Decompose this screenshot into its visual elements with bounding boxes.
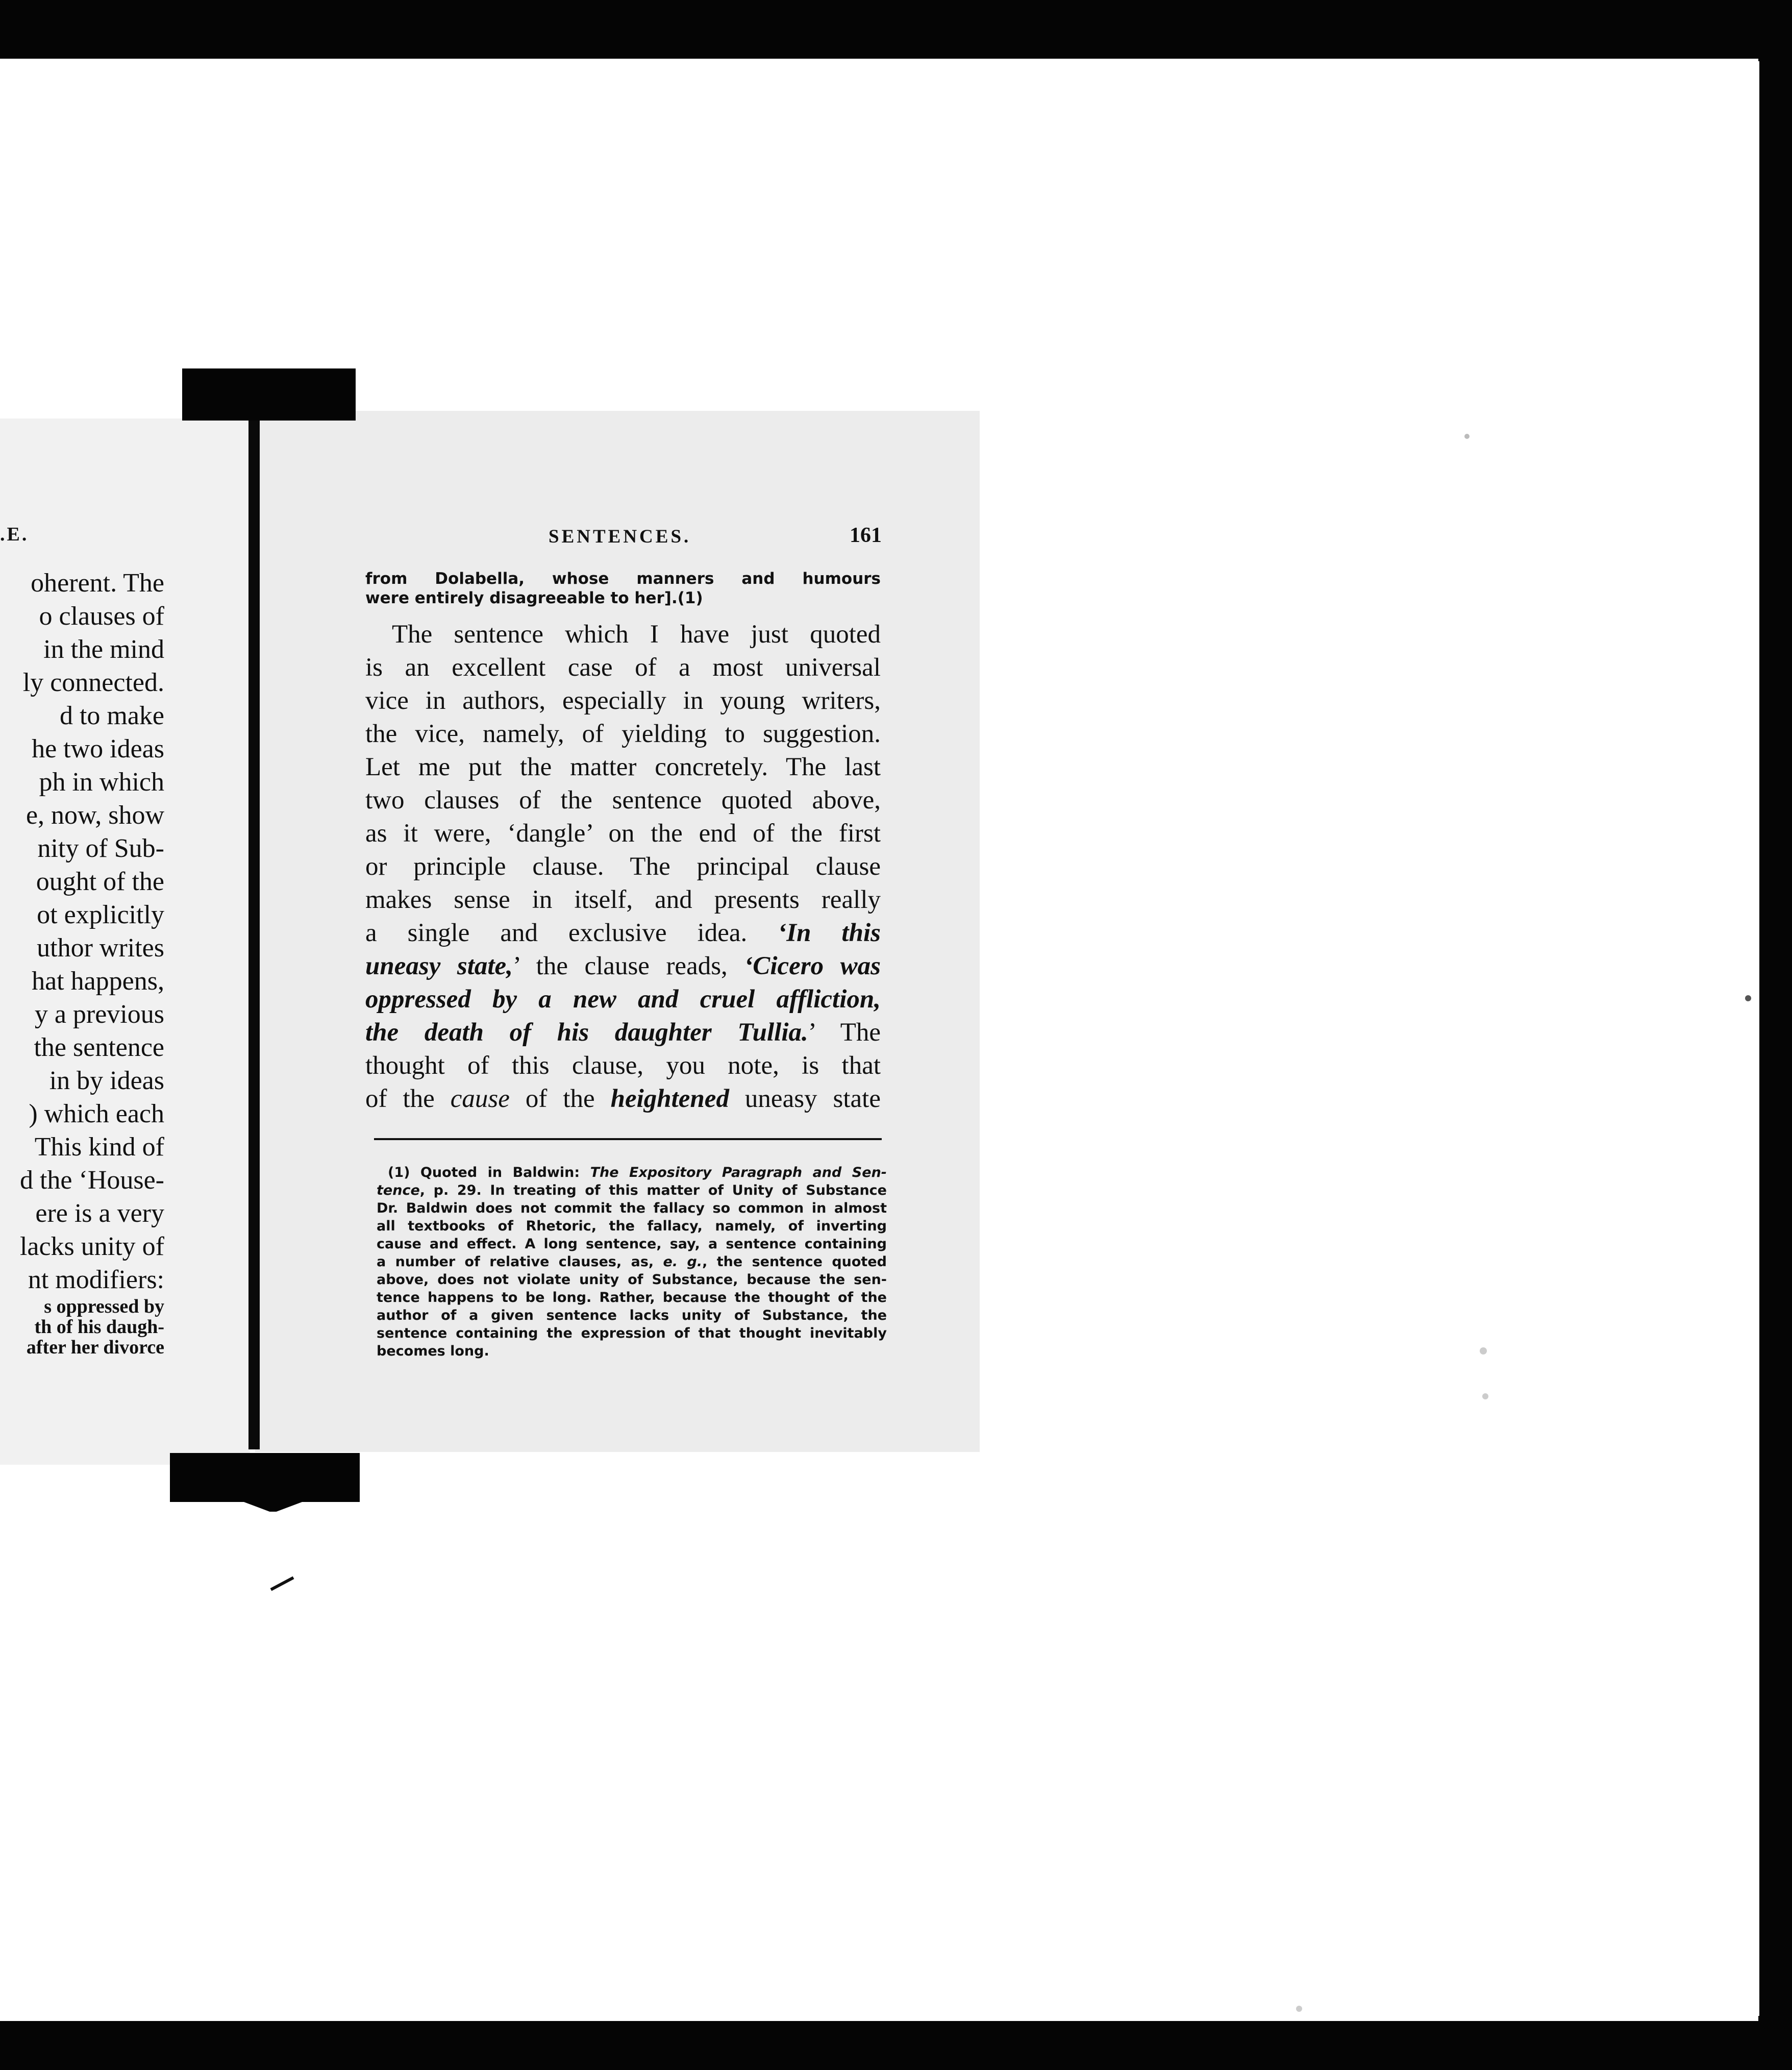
scan-border-right [1758, 31, 1792, 2041]
scan-speck [1464, 434, 1470, 439]
left-line: ought of the [36, 867, 164, 896]
emphasis-run: e. g. [663, 1254, 703, 1270]
footnote-line [377, 1181, 887, 1199]
left-line: the sentence [34, 1033, 164, 1062]
paragraph-line: makes sense in itself, and presents really [365, 885, 881, 914]
paragraph-line [365, 917, 881, 950]
scan-speck [1745, 995, 1751, 1001]
page-clip-bottom [170, 1453, 360, 1502]
page-clip-top [182, 368, 356, 421]
text-run: of the [365, 1085, 451, 1113]
paragraph-line: two clauses of the sentence quoted above, [365, 786, 881, 815]
left-line: d to make [59, 701, 164, 730]
paragraph-line: The sentence which I have just quoted [392, 620, 881, 649]
left-line: d the ‘House- [19, 1166, 164, 1195]
emphasis-run: The Expository Paragraph and Sen- [590, 1165, 887, 1180]
paragraph-line: thought of this clause, you note, is that [365, 1051, 881, 1080]
continuation-line: from Dolabella, whose manners and humours [365, 570, 881, 588]
left-line: o clauses of [39, 602, 164, 631]
paragraph-line [365, 1016, 881, 1049]
left-line: This kind of [34, 1132, 164, 1162]
footnote-line: Dr. Baldwin does not commit the fallacy so common in almost [377, 1200, 887, 1216]
text-run: a single and exclusive idea. [365, 919, 778, 947]
left-line: ph in which [39, 768, 164, 797]
paragraph-line: as it were, ‘dangle’ on the end of the first [365, 819, 881, 848]
paragraph-line: is an excellent case of a most universal [365, 653, 881, 682]
left-line: oherent. The [31, 569, 164, 598]
main-text [365, 569, 881, 1116]
left-line: ly connected. [22, 668, 164, 697]
book-gutter [248, 418, 260, 1449]
paragraph-line [365, 1082, 881, 1116]
scan-border-bottom [0, 2021, 1792, 2070]
left-line: uthor writes [37, 933, 164, 963]
left-quote-line: s oppressed by [44, 1296, 164, 1317]
emphasis-run: uneasy state, [365, 952, 513, 980]
footnote-line: tence happens to be long. Rather, because the thought of the [377, 1290, 887, 1305]
emphasis-run: ‘In this [778, 919, 881, 947]
page-clip-notch [240, 1500, 306, 1512]
paragraph-line: oppressed by a new and cruel affliction, [365, 985, 881, 1014]
page-number: 161 [850, 524, 882, 547]
left-quote-line: th of his daugh- [34, 1316, 164, 1338]
emphasis-run: cause [450, 1085, 510, 1113]
text-run: ’ The [808, 1018, 881, 1047]
left-text-column [0, 566, 164, 1358]
emphasis-run: heightened [610, 1085, 729, 1113]
continuation-line: were entirely disagreeable to her].(1) [365, 589, 703, 607]
footnote-line: author of a given sentence lacks unity of Substance, the [377, 1308, 887, 1323]
footnote-line: above, does not violate unity of Substance, because the sen- [377, 1272, 887, 1288]
left-page [0, 418, 250, 1465]
left-line: in the mind [43, 635, 164, 664]
footnote-line [377, 1164, 887, 1181]
left-running-head: .E. [0, 524, 29, 545]
footnote-line [377, 1253, 887, 1271]
paragraph-line: Let me put the matter concretely. The last [365, 753, 881, 781]
left-line: ere is a very [35, 1199, 164, 1228]
text-run: uneasy state [729, 1085, 881, 1113]
left-quote-line: after her divorce [26, 1337, 164, 1358]
text-run: ’ the clause reads, [512, 952, 744, 980]
scan-margin-strip [1748, 61, 1759, 2016]
footnote [377, 1164, 887, 1360]
paragraph-line [365, 950, 881, 983]
left-line: in by ideas [49, 1066, 164, 1095]
text-run: a number of relative clauses, as, [377, 1254, 663, 1270]
emphasis-run: the death of his daughter Tullia. [365, 1018, 808, 1047]
left-line: lacks unity of [19, 1232, 164, 1261]
paragraph-line: the vice, namely, of yielding to suggestion. [365, 720, 881, 748]
text-run: , the sentence quoted [702, 1254, 887, 1270]
left-line: nity of Sub- [37, 834, 164, 863]
footnote-line: sentence containing the expression of that thought inevitably [377, 1325, 887, 1341]
emphasis-run: ‘Cicero was [744, 952, 881, 980]
text-run: of the [509, 1085, 611, 1113]
left-line: he two ideas [32, 734, 164, 763]
scan-border-top [0, 0, 1792, 59]
text-run: (1) Quoted in Baldwin: [388, 1165, 590, 1180]
emphasis-run: tence [377, 1182, 420, 1198]
left-line: ) which each [29, 1099, 164, 1128]
left-line: nt modifiers: [28, 1265, 164, 1294]
footnote-line: all textbooks of Rhetoric, the fallacy, namely, of inverting [377, 1218, 887, 1234]
left-line: e, now, show [26, 801, 164, 830]
scan-artifact-mark [270, 1576, 294, 1591]
running-head: SENTENCES. [549, 526, 691, 547]
scan-speck [1296, 2006, 1302, 2012]
scan-speck [1482, 1393, 1488, 1399]
paragraph-line: vice in authors, especially in young writers, [365, 686, 881, 715]
left-line: ot explicitly [37, 900, 164, 929]
footnote-line: cause and effect. A long sentence, say, a sentence containing [377, 1236, 887, 1252]
footnote-rule [374, 1138, 882, 1140]
left-line: y a previous [34, 1000, 164, 1029]
text-run: , p. 29. In treating of this matter of Unity of Substance [419, 1182, 887, 1198]
scan-speck [1480, 1347, 1487, 1354]
left-line: hat happens, [32, 967, 164, 996]
paragraph-line: or principle clause. The principal clause [365, 852, 881, 881]
footnote-line: becomes long. [377, 1343, 489, 1359]
